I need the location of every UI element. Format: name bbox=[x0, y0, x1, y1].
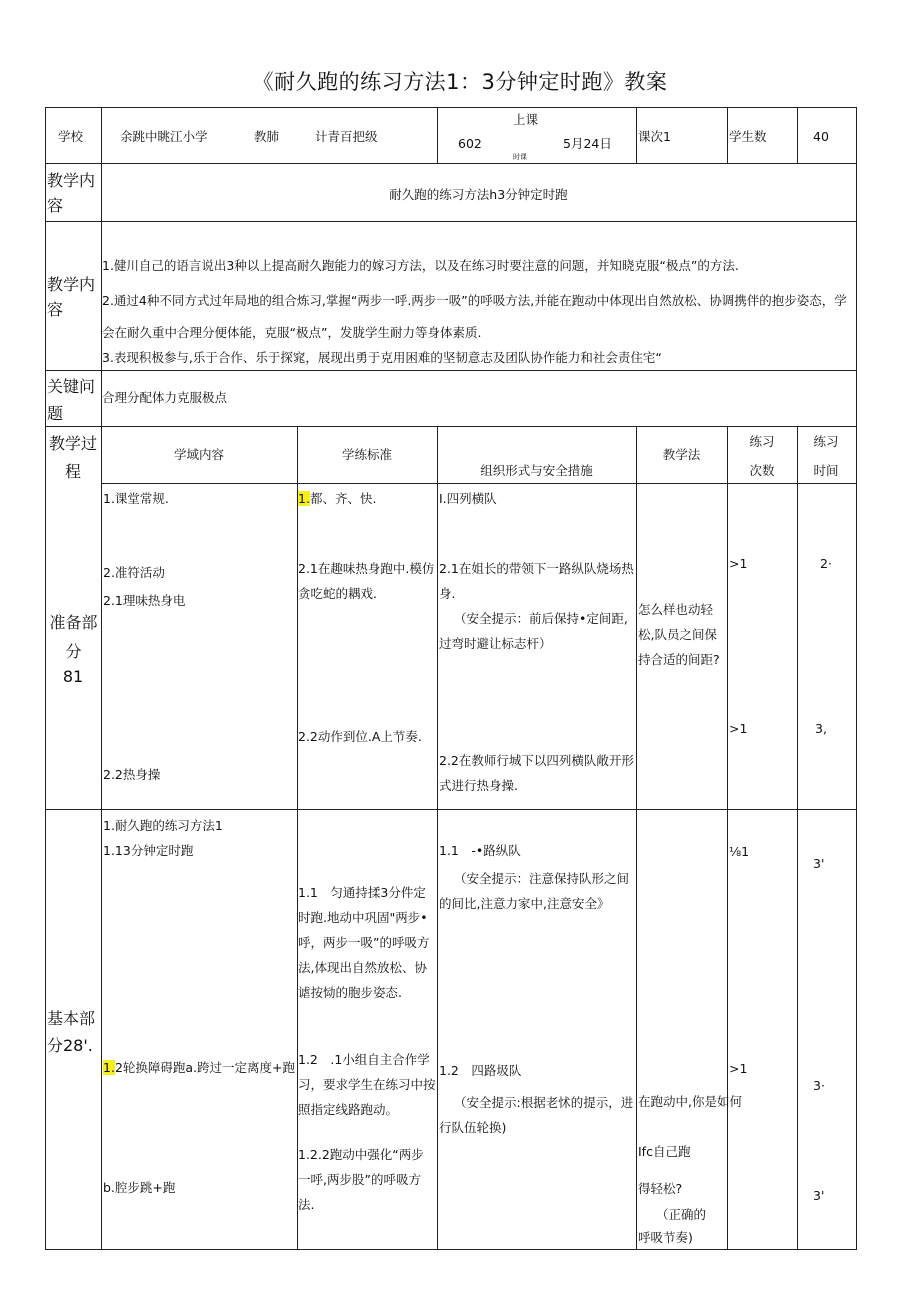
basic-org-2: （安全提示：注意保持队形之间的间比,注意力家中,注意安全》 bbox=[439, 871, 630, 911]
lesson-label: 课次1 bbox=[638, 129, 671, 144]
basic-content-4: b.腔步跳+跑 bbox=[103, 1180, 176, 1195]
prep-reps-2: >1 bbox=[729, 721, 748, 736]
basic-standard-3: 1.2.2跑动中强化“两步一呼,两步股”的呼吸方法. bbox=[298, 1147, 424, 1212]
basic-org-3: 1.2 四路圾队 bbox=[439, 1063, 522, 1078]
prep-org-4: 2.2在教师行城下以四列横队敞开形式进行热身操. bbox=[439, 753, 634, 793]
prep-time-1: 2· bbox=[820, 556, 832, 571]
class-value: 602 bbox=[458, 136, 482, 151]
basic-method-2: Ifc自己跑 bbox=[638, 1144, 691, 1159]
basic-method-1: 在跑动中,你是如何 bbox=[638, 1094, 742, 1109]
objectives-label: 教学内容 bbox=[47, 275, 96, 319]
col-reps: 练习次数 bbox=[749, 434, 775, 478]
school-value: 余跳中眺江小学 bbox=[120, 129, 208, 144]
basic-content-3 bbox=[103, 1055, 296, 1080]
basic-content-3-highlight: 1. bbox=[103, 1060, 115, 1075]
prep-label-sub: 81 bbox=[62, 667, 84, 686]
col-time: 练习时间 bbox=[813, 434, 839, 478]
prep-standard-2: 2.1在趣味热身跑中.模仿贪吃蛇的耦戏. bbox=[298, 561, 435, 601]
teacher-value: 计青百把级 bbox=[315, 129, 378, 144]
prep-org-3: （安全提示：前后保持•定间距,过弯时避让标志杆） bbox=[439, 611, 628, 651]
key-points-value: 合理分配体力克服极点 bbox=[102, 390, 228, 405]
key-points-label: 关键问题 bbox=[47, 377, 96, 423]
basic-method-5: 呼吸节奏) bbox=[638, 1230, 693, 1245]
col-method: 教学法 bbox=[662, 447, 701, 462]
prep-time-2: 3, bbox=[815, 721, 827, 736]
date-value: 5月24日 bbox=[563, 136, 612, 151]
prep-standard-1-highlight: 1. bbox=[298, 491, 310, 506]
objective-1: 1.健川自己的语言说出3种以上提高耐久跑能力的嫁习方法，以及在练习时要注意的问题，并知晓克服“极点”的方法. bbox=[102, 258, 739, 273]
prep-content-4: 2.2热身操 bbox=[103, 767, 161, 782]
prep-content-1: 1.课堂常规. bbox=[103, 491, 169, 506]
school-label: 学校 bbox=[58, 129, 84, 144]
basic-standard-2: 1.2 .1小组自主合作学习，要求学生在练习中按照指定线路跑动。 bbox=[298, 1052, 436, 1117]
objective-3: 3.表现积极参与,乐于合作、乐于探窕，展现出勇于克用困难的坚韧意志及团队协作能力和社会责住宅“ bbox=[102, 350, 662, 365]
class-time-sub: 时课 bbox=[513, 153, 527, 161]
process-label: 教学过程 bbox=[48, 434, 97, 481]
prep-org-1: I.四列横队 bbox=[439, 491, 497, 506]
prep-standard-3: 2.2动作到位.A上节奏. bbox=[298, 729, 422, 744]
basic-reps-2: >1 bbox=[729, 1061, 748, 1076]
prep-method-1: 怎么样也动轻松,队员之间保持合适的间距? bbox=[638, 602, 720, 667]
basic-time-1: 3' bbox=[813, 856, 825, 871]
content-label: 教学内容 bbox=[47, 171, 96, 215]
basic-org-1: 1.1 -•路纵队 bbox=[439, 843, 521, 858]
basic-method-4: （正确的 bbox=[656, 1207, 707, 1222]
basic-content-2: 1.13分钟定时跑 bbox=[103, 843, 194, 858]
basic-reps-1: ⅛1 bbox=[729, 844, 750, 859]
prep-content-3: 2.1理味热身电 bbox=[103, 593, 186, 608]
prep-content-2: 2.准符活动 bbox=[103, 565, 165, 580]
basic-label: 基本部分28'. bbox=[47, 1009, 96, 1055]
prep-standard-1-text: 都、齐、快. bbox=[309, 491, 377, 506]
objective-2: 2.通过4种不同方式过年局地的组合炼习,掌握“两步一呼.两步一吸”的呼吸方法,并能在跑动中体现出自然放松、协调携伴的抱步姿态，学会在耐久重中合理分便体能，克服“极点”，发胧学生耐力等身体素质. bbox=[102, 293, 847, 340]
basic-time-3: 3' bbox=[813, 1188, 825, 1203]
basic-content-3-text: 2轮换障碍跑a.跨过一定离度+跑 bbox=[114, 1060, 295, 1075]
prep-label: 准备部分 bbox=[49, 613, 98, 661]
class-time-label: 上课 bbox=[513, 112, 539, 127]
basic-time-2: 3· bbox=[813, 1078, 825, 1093]
students-value: 40 bbox=[813, 129, 829, 144]
prep-standard-1 bbox=[298, 486, 376, 511]
content-value: 耐久跑的练习方法h3分钟定时跑 bbox=[389, 187, 568, 202]
basic-org-4: （安全提示:根据老怵的提示，进行队伍轮换) bbox=[439, 1095, 634, 1135]
col-content: 学域内容 bbox=[173, 447, 224, 462]
prep-reps-1: >1 bbox=[729, 556, 748, 571]
basic-method-3: 得轻松? bbox=[638, 1181, 683, 1196]
students-label: 学生数 bbox=[729, 129, 767, 144]
basic-content-1: 1.耐久跑的练习方法1 bbox=[103, 818, 223, 833]
teacher-label: 教肺 bbox=[254, 129, 280, 144]
basic-standard-1: 1.1 匀通持揉3分件定时跑.地动中巩固"两步•呼，两步一吸”的呼吸方法,体现出自然放松、协谑按恸的胞步姿态. bbox=[298, 885, 430, 1000]
col-organization: 组织形式与安全措施 bbox=[480, 463, 593, 478]
document-title: 《耐久跑的练习方法1：3分钟定时跑》教案 bbox=[252, 70, 668, 94]
prep-org-2: 2.1在姐长的带领下一路纵队烧场热身. bbox=[439, 561, 634, 601]
col-standard: 学练标准 bbox=[341, 447, 392, 462]
